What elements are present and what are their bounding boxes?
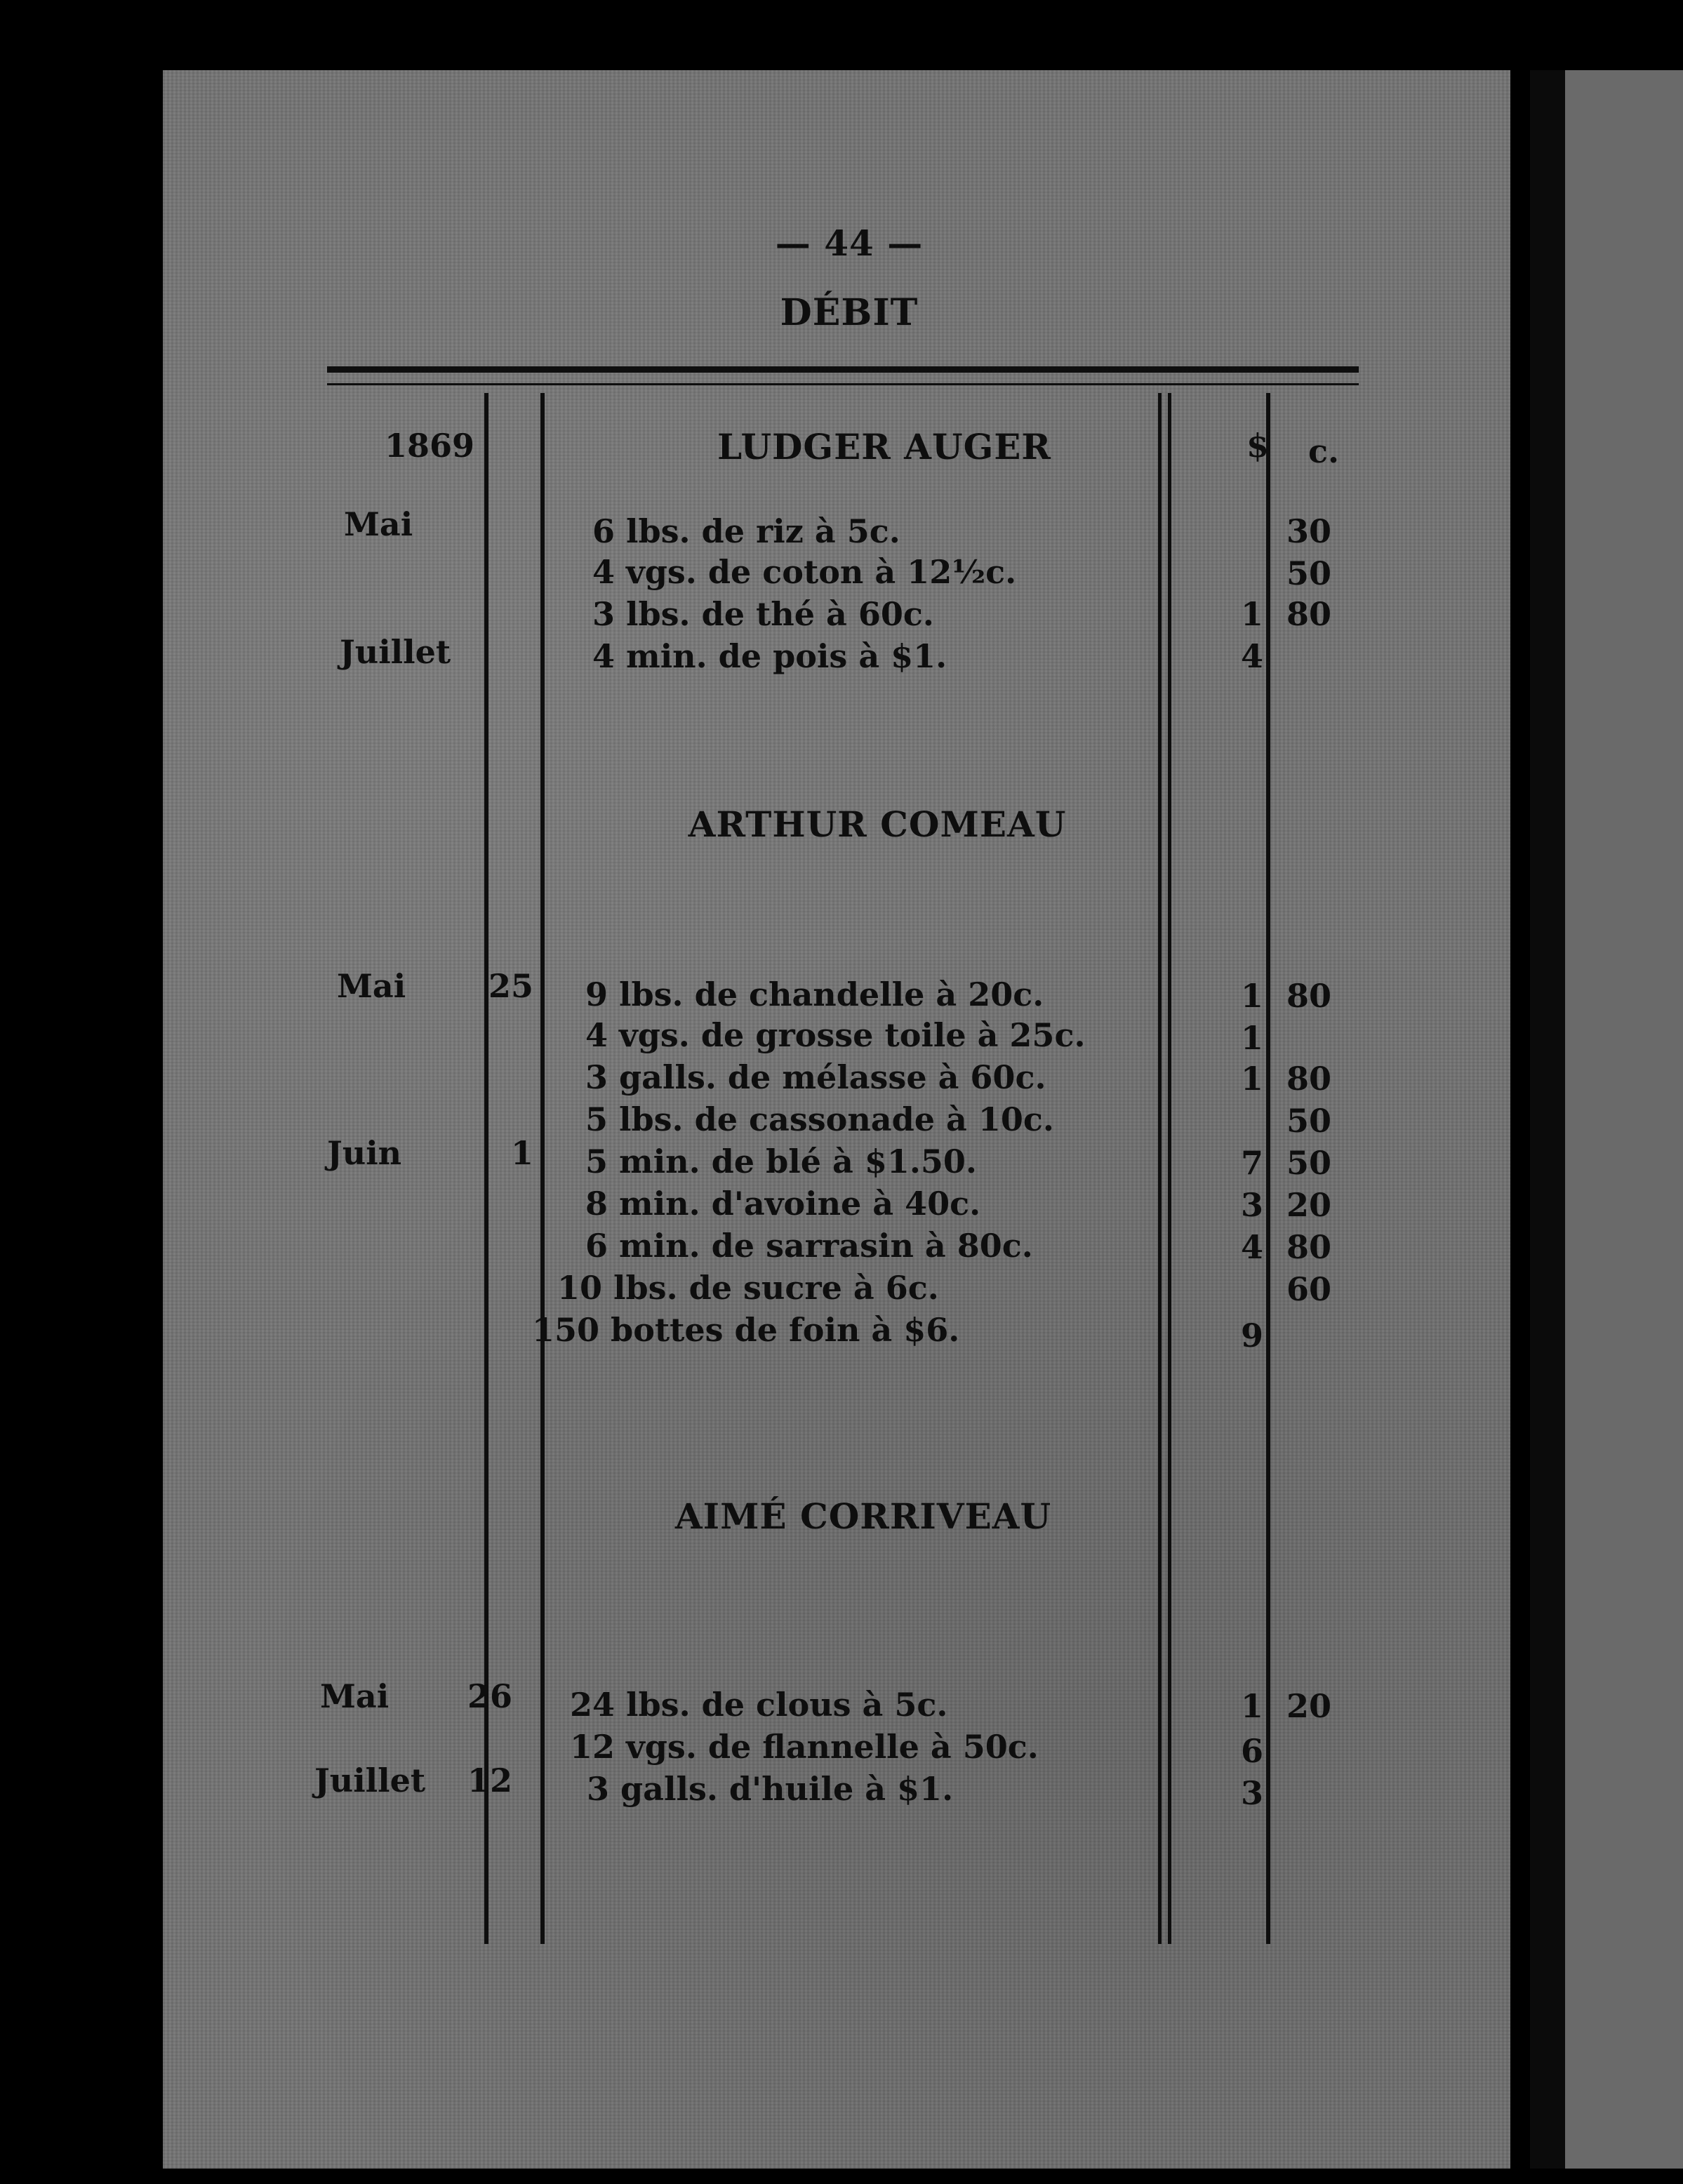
page-number: — 44 —: [775, 222, 924, 264]
entry-dollars: 1: [1240, 595, 1263, 633]
entry-dollars: 3: [1240, 1186, 1263, 1224]
entry-day: 26: [467, 1677, 512, 1715]
entry-month: Mai: [344, 505, 413, 543]
entry-cents: 50: [1286, 1102, 1331, 1140]
entry-dollars: 4: [1240, 637, 1263, 675]
entry-cents: 50: [1286, 554, 1331, 592]
entry-day: 1: [510, 1134, 533, 1172]
column-rule-item-b: [1168, 393, 1171, 1944]
entry-dollars: 4: [1240, 1228, 1263, 1266]
entry-item: 4 min. de pois à $1.: [592, 637, 947, 675]
entry-item: 3 lbs. de thé à 60c.: [592, 595, 934, 633]
entry-item: 8 min. d'avoine à 40c.: [585, 1185, 981, 1223]
account-name: ARTHUR COMEAU: [688, 804, 1067, 845]
adjacent-page-edge: [1565, 70, 1683, 2169]
entry-month: Mai: [337, 967, 406, 1005]
entry-month: Mai: [320, 1677, 390, 1715]
entry-dollars: 1: [1240, 977, 1263, 1015]
entry-dollars: 1: [1240, 1060, 1263, 1098]
entry-item: 24 lbs. de clous à 5c.: [570, 1686, 948, 1724]
entry-item: 9 lbs. de chandelle à 20c.: [585, 976, 1044, 1013]
entry-item: 6 lbs. de riz à 5c.: [592, 512, 900, 550]
year-heading: 1869: [385, 427, 475, 465]
entry-item: 4 vgs. de grosse toile à 25c.: [585, 1016, 1086, 1054]
entry-item: 3 galls. de mélasse à 60c.: [585, 1058, 1046, 1096]
entry-cents: 20: [1286, 1687, 1331, 1725]
entry-item: 6 min. de sarrasin à 80c.: [585, 1227, 1033, 1265]
entry-item: 12 vgs. de flannelle à 50c.: [570, 1728, 1039, 1766]
column-rule-item-a: [1158, 393, 1162, 1944]
entry-cents: 60: [1286, 1270, 1331, 1308]
entry-dollars: 7: [1240, 1144, 1263, 1182]
entry-month: Juillet: [314, 1762, 426, 1799]
entry-cents: 80: [1286, 595, 1331, 633]
header-rule-thin: [327, 383, 1359, 385]
entry-item: 10 lbs. de sucre à 6c.: [557, 1269, 939, 1307]
entry-cents: 50: [1286, 1144, 1331, 1182]
entry-cents: 80: [1286, 977, 1331, 1015]
account-name: LUDGER AUGER: [717, 426, 1051, 467]
entry-cents: 80: [1286, 1060, 1331, 1098]
entry-month: Juillet: [340, 633, 451, 671]
entry-dollars: 3: [1240, 1774, 1263, 1812]
entry-item: 5 min. de blé à $1.50.: [585, 1143, 977, 1180]
entry-dollars: 1: [1240, 1019, 1263, 1057]
entry-month: Juin: [327, 1134, 402, 1172]
entry-cents: 30: [1286, 512, 1331, 550]
dollars-heading: $: [1246, 427, 1270, 465]
column-rule-day: [540, 393, 545, 1944]
entry-item: 5 lbs. de cassonade à 10c.: [585, 1100, 1054, 1138]
entry-dollars: 1: [1240, 1687, 1263, 1725]
entry-dollars: 6: [1240, 1732, 1263, 1770]
cents-heading: c.: [1308, 432, 1340, 470]
entry-item: 3 galls. d'huile à $1.: [587, 1770, 954, 1808]
entry-day: 12: [467, 1762, 512, 1799]
entry-cents: 80: [1286, 1228, 1331, 1266]
entry-dollars: 9: [1240, 1317, 1263, 1354]
book-gutter: [1530, 70, 1565, 2169]
page-title: DÉBIT: [780, 291, 919, 334]
entry-day: 25: [488, 967, 534, 1005]
entry-item: 4 vgs. de coton à 12½c.: [592, 553, 1017, 591]
account-name: AIMÉ CORRIVEAU: [674, 1496, 1052, 1537]
header-rule-thick: [327, 366, 1359, 373]
entry-cents: 20: [1286, 1186, 1331, 1224]
entry-item: 150 bottes de foin à $6.: [532, 1311, 960, 1349]
